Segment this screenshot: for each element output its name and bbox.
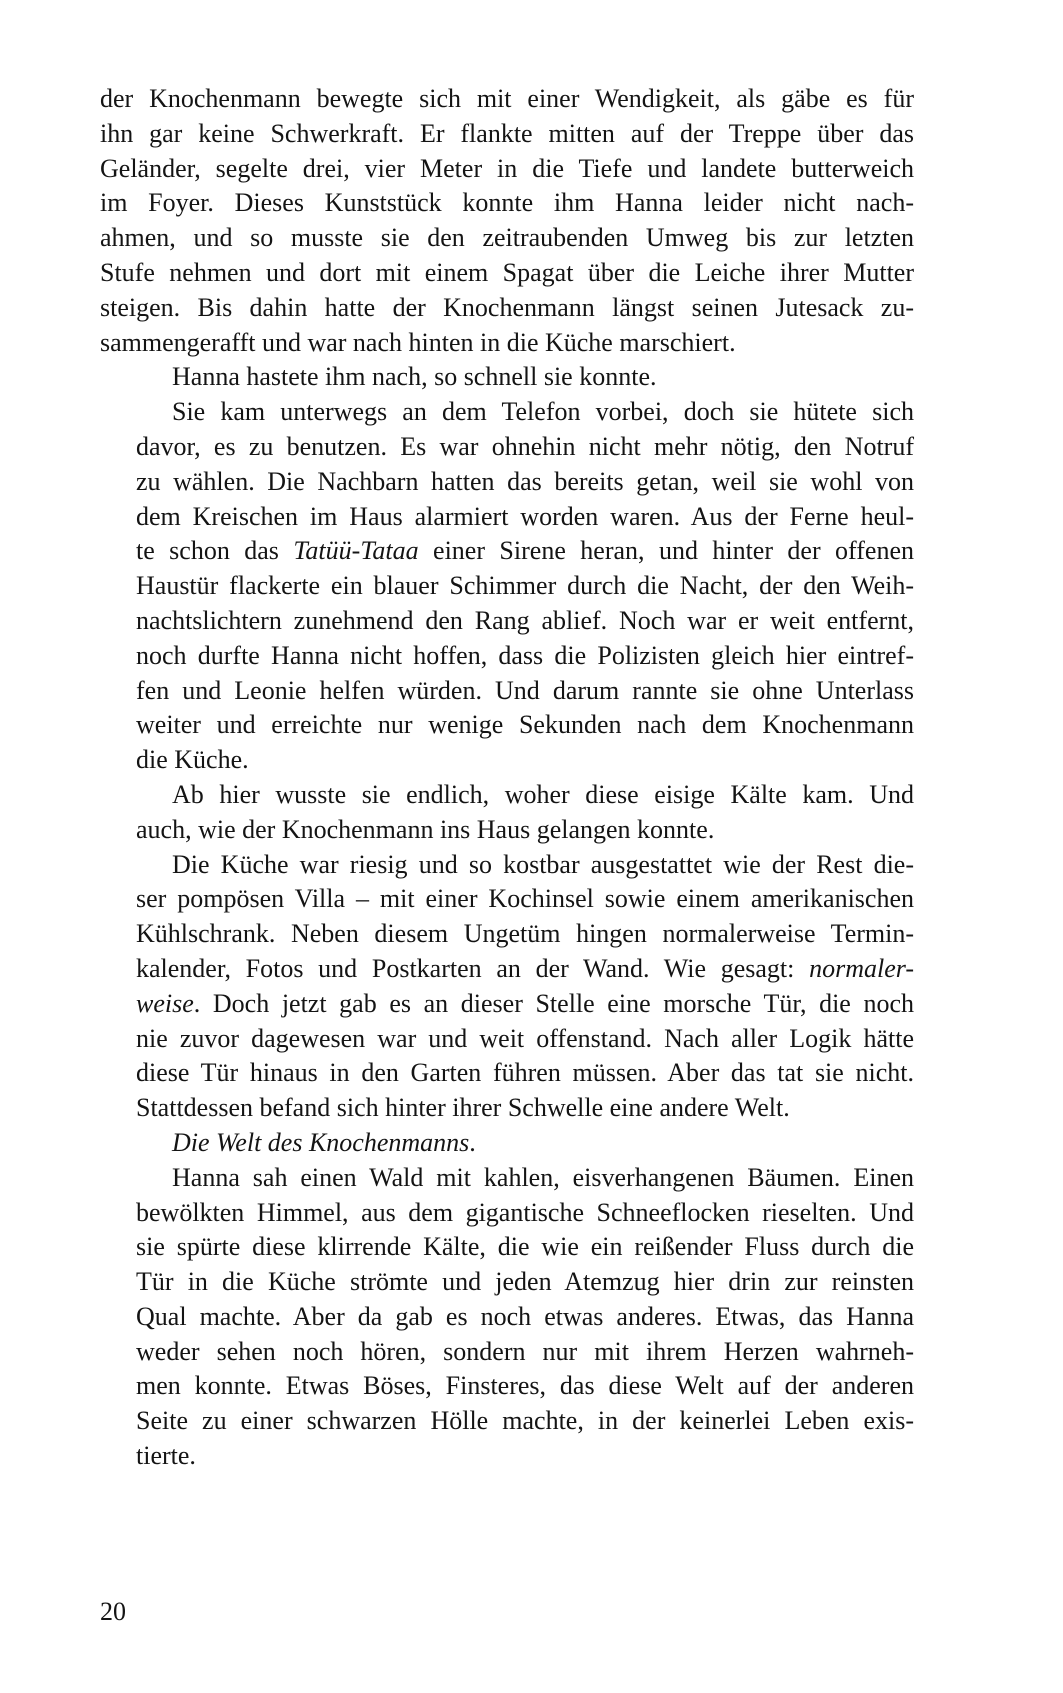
text-line: ihn gar keine Schwerkraft. Er flankte mitten auf der Treppe über das	[100, 118, 914, 148]
paragraph	[100, 395, 914, 778]
paragraph	[100, 360, 914, 395]
text-line: Stattdessen befand sich hinter ihrer Schwelle eine andere Welt.	[136, 1093, 790, 1123]
text-line: Geländer, segelte drei, vier Meter in die Tiefe und landete butterweich	[100, 153, 914, 183]
text-line: Qual machte. Aber da gab es noch etwas anderes. Etwas, das Hanna	[136, 1301, 914, 1331]
page-body	[100, 82, 914, 1474]
text-line: men konnte. Etwas Böses, Finsteres, das diese Welt auf der anderen	[136, 1371, 914, 1401]
text-line: weder sehen noch hören, sondern nur mit ihrem Herzen wahrneh-	[136, 1336, 914, 1366]
text-line: Tür in die Küche strömte und jeden Atemzug hier drin zur reinsten	[136, 1267, 914, 1297]
text-line: tierte.	[136, 1441, 196, 1471]
text-line: im Foyer. Dieses Kunststück konnte ihm Hanna leider nicht nach-	[100, 188, 914, 218]
text-line: diese Tür hinaus in den Garten führen müssen. Aber das tat sie nicht.	[136, 1058, 914, 1088]
paragraph	[100, 778, 914, 848]
paragraph	[100, 848, 914, 1126]
text-line: weiter und erreichte nur wenige Sekunden nach dem Knochenmann	[136, 710, 914, 740]
text-line: der Knochenmann bewegte sich mit einer Wendigkeit, als gäbe es für	[100, 84, 914, 113]
paragraph	[100, 1126, 914, 1161]
text-line: weise. Doch jetzt gab es an dieser Stelle eine morsche Tür, die noch	[136, 988, 914, 1018]
text-line: ahmen, und so musste sie den zeitraubenden Umweg bis zur letzten	[100, 223, 914, 253]
text-line: Sie kam unterwegs an dem Telefon vorbei, doch sie hütete sich	[172, 397, 914, 427]
text-line: Die Welt des Knochenmanns.	[172, 1127, 476, 1157]
text-line: davor, es zu benutzen. Es war ohnehin nicht mehr nötig, den Notruf	[136, 431, 914, 461]
text-line: nie zuvor dagewesen war und weit offenstand. Nach aller Logik hätte	[136, 1023, 914, 1053]
text-line: Haustür flackerte ein blauer Schimmer durch die Nacht, der den Weih-	[136, 571, 914, 601]
text-line: Hanna sah einen Wald mit kahlen, eisverhangenen Bäumen. Einen	[172, 1162, 914, 1192]
text-line: zu wählen. Die Nachbarn hatten das bereits getan, weil sie wohl von	[136, 466, 914, 496]
text-line: steigen. Bis dahin hatte der Knochenmann längst seinen Jutesack zu-	[100, 292, 914, 322]
text-line: Seite zu einer schwarzen Hölle machte, in der keinerlei Leben exis-	[136, 1406, 914, 1436]
paragraph	[100, 82, 914, 360]
text-line: nachtslichtern zunehmend den Rang ablief. Noch war er weit entfernt,	[136, 605, 914, 635]
text-line: dem Kreischen im Haus alarmiert worden waren. Aus der Ferne heul-	[136, 501, 914, 531]
text-line: sie spürte diese klirrende Kälte, die wie ein reißender Fluss durch die	[136, 1232, 914, 1262]
text-line: noch durfte Hanna nicht hoffen, dass die Polizisten gleich hier eintref-	[136, 640, 914, 670]
text-line: Hanna hastete ihm nach, so schnell sie konnte.	[172, 362, 657, 392]
text-line: bewölkten Himmel, aus dem gigantische Schneeflocken rieselten. Und	[136, 1197, 914, 1227]
text-line: Ab hier wusste sie endlich, woher diese eisige Kälte kam. Und	[172, 779, 914, 809]
text-line: fen und Leonie helfen würden. Und darum rannte sie ohne Unterlass	[136, 675, 914, 705]
text-line: die Küche.	[136, 745, 249, 775]
text-line: Stufe nehmen und dort mit einem Spagat über die Leiche ihrer Mutter	[100, 257, 914, 287]
text-line: ser pompösen Villa – mit einer Kochinsel sowie einem amerikanischen	[136, 884, 914, 914]
paragraph	[100, 1161, 914, 1474]
text-line: kalender, Fotos und Postkarten an der Wand. Wie gesagt: normaler-	[136, 953, 914, 983]
text-line: auch, wie der Knochenmann ins Haus gelangen konnte.	[136, 814, 715, 844]
text-line: Kühlschrank. Neben diesem Ungetüm hingen normalerweise Termin-	[136, 919, 914, 949]
text-line: Die Küche war riesig und so kostbar ausgestattet wie der Rest die-	[172, 849, 914, 879]
page-number: 20	[100, 1597, 126, 1626]
text-line: sammengerafft und war nach hinten in die Küche marschiert.	[100, 327, 736, 357]
text-line: te schon das Tatüü-Tataa einer Sirene heran, und hinter der offenen	[136, 536, 914, 566]
